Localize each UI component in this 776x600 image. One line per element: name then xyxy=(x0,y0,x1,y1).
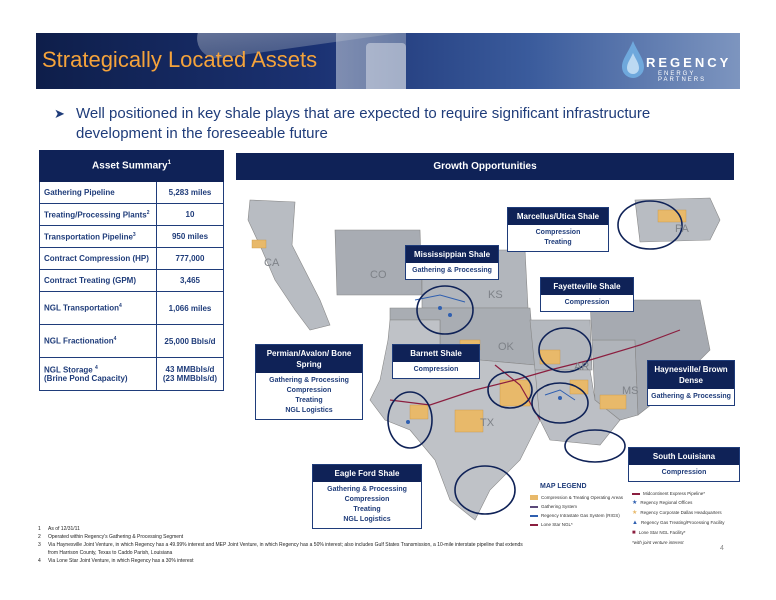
arrow-bullet-icon: ➤ xyxy=(54,106,65,121)
row-label xyxy=(40,182,157,204)
facility-marker xyxy=(558,396,562,400)
pipe-graphic xyxy=(366,43,406,89)
footnote-text: from Harrison County, Texas to Caddo Parish, Louisiana xyxy=(48,550,173,556)
legend-label: Regency Regional Offices xyxy=(640,500,693,505)
row-value: 777,000 xyxy=(157,248,224,270)
legend-note: *with joint venture interest xyxy=(632,540,684,545)
footnote-text: Via Haynesville Joint Venture, in which Regency has a 49.99% interest and MEP Joint Venture, in which Regency has a 50% interest; also includes Gulf States Transmission, a 10-mile interstate pipeline that extends xyxy=(48,542,523,548)
operating-area xyxy=(252,240,266,248)
footnote-ref: 4 xyxy=(118,303,122,310)
row-label-text: Contract Compression (HP) xyxy=(44,254,149,263)
row-label-text: Treating/Processing Plants xyxy=(44,210,147,220)
callout-body xyxy=(256,373,362,419)
legend-item xyxy=(530,493,625,502)
callout-title: Barnett Shale xyxy=(393,345,479,362)
callout-line: NGL Logistics xyxy=(285,407,333,414)
page-number: 4 xyxy=(720,545,724,552)
operating-area-swatch-icon xyxy=(530,495,538,500)
table-row xyxy=(40,182,224,204)
regional-office-icon: ★ xyxy=(632,500,638,506)
callout-line: Compression xyxy=(286,387,332,394)
footnote-text: Operated within Regency's Gathering & Processing Segment xyxy=(48,534,184,540)
row-label-text: (Brine Pond Capacity) xyxy=(44,374,128,384)
callout-title: Marcellus/Utica Shale xyxy=(508,208,608,225)
callout-south-louisiana xyxy=(628,447,740,482)
callout-line: Compression xyxy=(535,229,581,236)
callout-line: Treating xyxy=(353,506,381,513)
callout-title: Permian/Avalon/ Bone Spring xyxy=(256,345,362,373)
row-label xyxy=(40,358,157,391)
legend-item xyxy=(632,489,742,498)
row-value: 10 xyxy=(157,204,224,226)
row-value: 25,000 Bbls/d xyxy=(157,325,224,358)
legend-label: Regency Gas Treating/Processing Facility xyxy=(640,520,725,525)
footnote xyxy=(38,549,598,557)
legend-label: Regency Corporate Dallas Headquarters xyxy=(640,510,722,515)
headquarters-icon: ★ xyxy=(632,510,638,516)
processing-facility-icon: ▲ xyxy=(632,520,638,526)
callout-fayetteville xyxy=(540,277,634,312)
map-legend-right xyxy=(632,489,742,547)
callout-line: Compression xyxy=(564,299,610,306)
facility-marker xyxy=(406,420,410,424)
legend-label: Lone Star NGL* xyxy=(541,522,573,527)
gathering-line-icon xyxy=(530,506,538,508)
legend-item xyxy=(632,528,742,538)
flame-drop-icon xyxy=(620,39,646,79)
callout-haynesville xyxy=(647,360,735,406)
footnote xyxy=(38,525,598,533)
page-title: Strategically Located Assets xyxy=(42,47,318,72)
legend-item xyxy=(632,508,742,518)
footnote xyxy=(38,533,598,541)
callout-line: Compression xyxy=(344,496,390,503)
row-label-text: NGL Transportation xyxy=(44,303,119,313)
row-label-text: Transportation Pipeline xyxy=(44,232,133,242)
footnote-number: 1 xyxy=(38,526,41,532)
row-label xyxy=(40,204,157,226)
legend-item xyxy=(530,502,625,511)
footnote-number: 2 xyxy=(38,534,41,540)
state-label-ca: CA xyxy=(264,257,280,269)
callout-body xyxy=(541,295,633,311)
callout-marcellus-utica xyxy=(507,207,609,252)
callout-line: Compression xyxy=(661,469,707,476)
callout-title: Mississippian Shale xyxy=(406,246,498,263)
legend-label: Midcontinent Express Pipeline* xyxy=(643,491,706,496)
row-value xyxy=(157,358,224,391)
callout-body xyxy=(393,362,479,378)
regency-logo xyxy=(614,37,734,87)
key-point xyxy=(56,104,736,144)
map-legend-title: MAP LEGEND xyxy=(540,483,587,490)
legend-label: Compression & Treating Operating Areas xyxy=(541,495,624,500)
row-label xyxy=(40,292,157,325)
ngl-facility-icon: ■ xyxy=(632,530,636,536)
legend-label: Gathering System xyxy=(541,504,578,509)
legend-item xyxy=(632,518,742,528)
callout-title: South Louisiana xyxy=(629,448,739,465)
footnotes xyxy=(38,525,598,565)
logo-subtitle: ENERGY PARTNERS xyxy=(658,71,707,83)
table-row xyxy=(40,325,224,358)
table-row xyxy=(40,270,224,292)
callout-eagle-ford xyxy=(312,464,422,529)
callout-barnett xyxy=(392,344,480,379)
header-banner xyxy=(36,33,740,89)
row-value: 950 miles xyxy=(157,226,224,248)
state-label-ms: MS xyxy=(622,385,639,397)
callout-body xyxy=(406,263,498,279)
state-label-ks: KS xyxy=(488,289,503,301)
operating-area xyxy=(570,380,588,394)
asset-summary-table xyxy=(39,150,224,391)
row-value-text: 43 MMBbls/d xyxy=(165,365,215,374)
row-label-text: NGL Storage xyxy=(44,365,93,375)
row-label xyxy=(40,325,157,358)
legend-item xyxy=(632,498,742,508)
callout-mississippian xyxy=(405,245,499,280)
table-row xyxy=(40,226,224,248)
table-row xyxy=(40,248,224,270)
legend-label: Regency Intrastate Gas System (RIGS) xyxy=(541,513,620,518)
row-label xyxy=(40,270,157,292)
callout-title: Eagle Ford Shale xyxy=(313,465,421,482)
operating-area xyxy=(455,410,483,432)
state-california xyxy=(248,200,330,330)
footnote-text: As of 12/31/11 xyxy=(48,526,80,532)
table-row xyxy=(40,358,224,391)
operating-area xyxy=(410,405,428,419)
footnote-number xyxy=(38,549,48,557)
facility-marker xyxy=(438,306,442,310)
footnote-text: Via Lone Star Joint Venture, in which Regency has a 30% interest xyxy=(48,558,194,564)
callout-body xyxy=(508,225,608,251)
row-label xyxy=(40,226,157,248)
footnote-number: 4 xyxy=(38,558,41,564)
callout-line: Gathering & Processing xyxy=(412,267,492,274)
callout-title: Fayetteville Shale xyxy=(541,278,633,295)
callout-body xyxy=(629,465,739,481)
callout-line: Gathering & Processing xyxy=(327,486,407,493)
footnote-ref: 1 xyxy=(167,160,171,167)
footnote-ref: 2 xyxy=(146,209,150,216)
footnote-ref: 3 xyxy=(132,231,136,238)
asset-summary-title: Asset Summary xyxy=(92,160,168,172)
asset-summary-heading xyxy=(40,151,224,182)
callout-line: Compression xyxy=(413,366,459,373)
state-label-co: CO xyxy=(370,269,387,281)
legend-label: Lone Star NGL Facility* xyxy=(638,530,686,535)
facility-marker xyxy=(448,313,452,317)
footnote-number: 3 xyxy=(38,542,41,548)
row-label-text: NGL Fractionation xyxy=(44,336,114,346)
row-value: 3,465 xyxy=(157,270,224,292)
callout-body xyxy=(313,482,421,528)
legend-item xyxy=(530,511,625,520)
callout-line: Gathering & Processing xyxy=(269,377,349,384)
row-label-text: Contract Treating (GPM) xyxy=(44,276,137,285)
callout-line: Treating xyxy=(544,239,572,246)
table-row xyxy=(40,204,224,226)
row-label-text: Gathering Pipeline xyxy=(44,188,115,197)
operating-area xyxy=(600,395,626,409)
table-row xyxy=(40,292,224,325)
row-label xyxy=(40,248,157,270)
mep-line-icon xyxy=(632,493,640,495)
footnote-ref: 4 xyxy=(113,336,117,343)
state-label-ar: AR xyxy=(574,361,590,373)
logo-word: REGENCY xyxy=(646,55,732,70)
callout-body xyxy=(648,389,734,405)
callout-line: Treating xyxy=(295,397,323,404)
footnote-ref: 4 xyxy=(94,364,98,371)
callout-permian xyxy=(255,344,363,420)
row-value: 5,283 miles xyxy=(157,182,224,204)
footnote xyxy=(38,541,598,549)
footnote xyxy=(38,557,598,565)
state-label-ok: OK xyxy=(498,341,514,353)
map-legend-left xyxy=(530,493,625,529)
state-label-pa: PA xyxy=(675,223,689,235)
rigs-line-icon xyxy=(530,515,538,517)
callout-title: Haynesville/ Brown Dense xyxy=(648,361,734,389)
state-label-tx: TX xyxy=(480,417,495,429)
row-value: 1,066 miles xyxy=(157,292,224,325)
callout-line: Gathering & Processing xyxy=(651,393,731,400)
row-value-text: (23 MMBbls/d) xyxy=(162,374,218,383)
callout-line: NGL Logistics xyxy=(343,516,391,523)
growth-opportunities-heading: Growth Opportunities xyxy=(236,153,734,180)
key-point-text: Well positioned in key shale plays that are expected to require significant infrastructure development in the foreseeable future xyxy=(76,105,651,142)
